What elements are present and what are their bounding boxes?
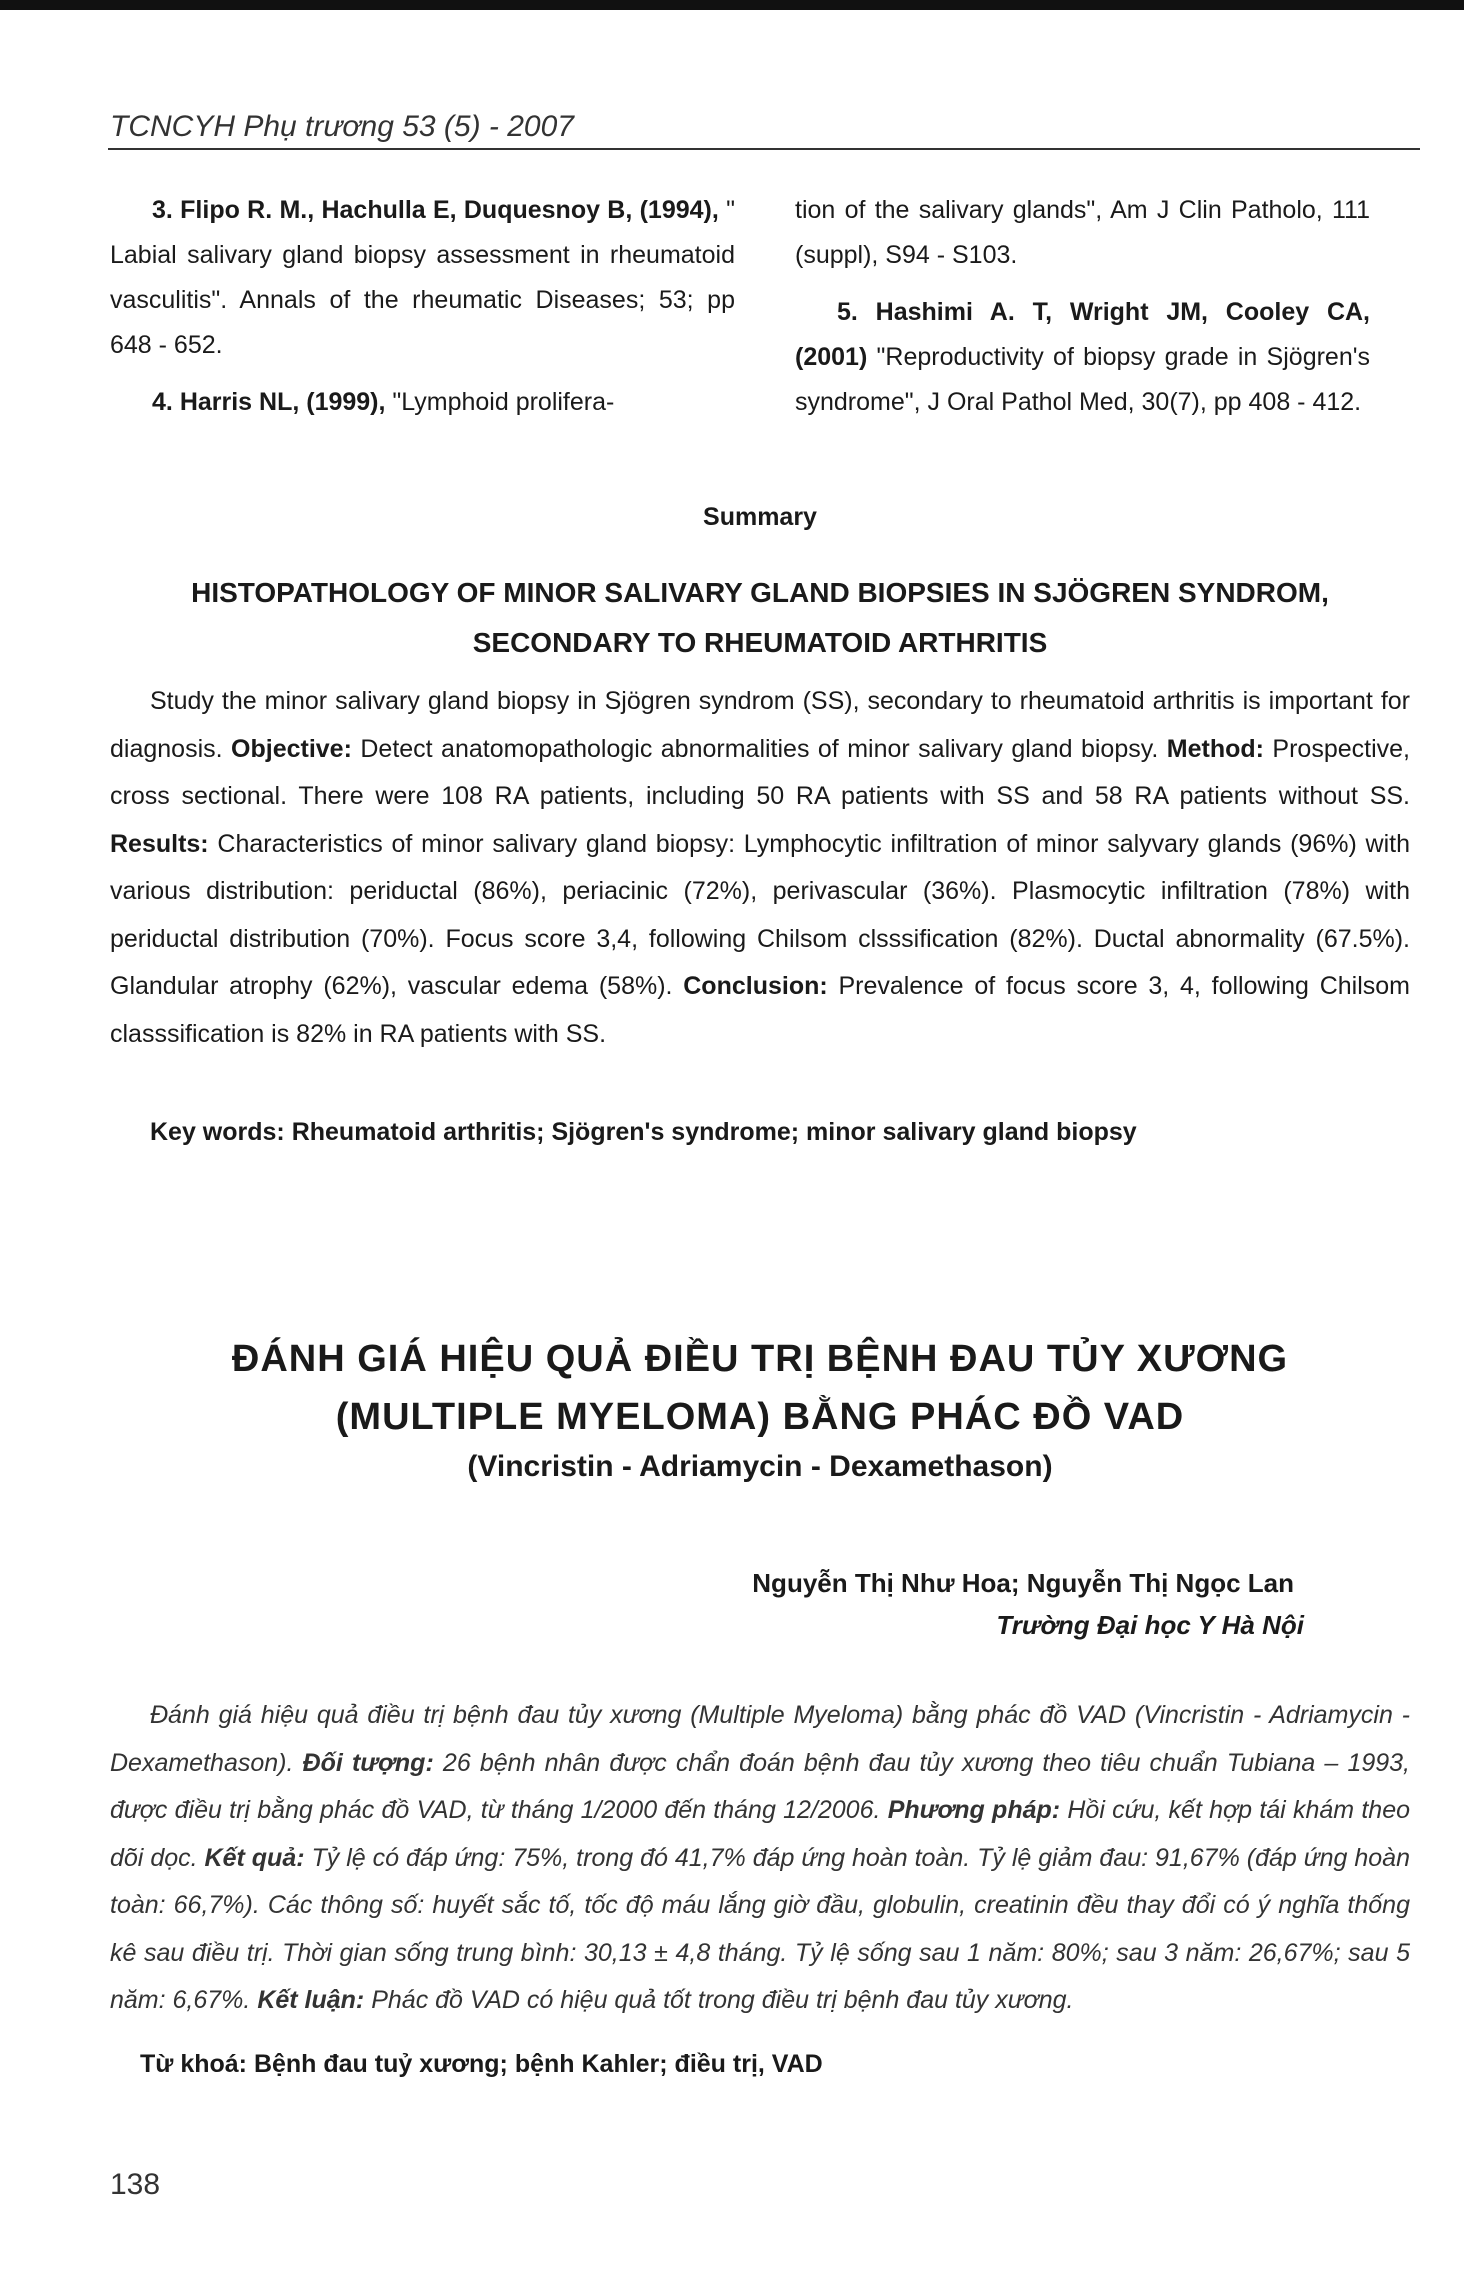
english-keywords: Key words: Rheumatoid arthritis; Sjögren's syndrome; minor salivary gland biopsy (150, 1118, 1137, 1146)
running-header: TCNCYH Phụ trương 53 (5) - 2007 (110, 110, 574, 143)
summary-title: HISTOPATHOLOGY OF MINOR SALIVARY GLAND BIOPSIES IN SJÖGREN SYNDROM, SECONDARY TO RHEUMATOID ARTHRITIS (191, 577, 1329, 658)
reference-item: 5. Hashimi A. T, Wright JM, Cooley CA, (2001) "Reproductivity of biopsy grade in Sjögren's syndrome", J Oral Pathol Med, 30(7), pp 408 - 412. (795, 298, 1370, 416)
header-rule (108, 148, 1420, 150)
reference-item: 4. Harris NL, (1999), "Lymphoid prolifera- (152, 388, 615, 416)
scan-edge (0, 0, 1464, 10)
article-title: ĐÁNH GIÁ HIỆU QUẢ ĐIỀU TRỊ BỆNH ĐAU TỦY XƯƠNG (MULTIPLE MYELOMA) BẰNG PHÁC ĐỒ VAD (231, 1338, 1289, 1438)
reference-item: 3. Flipo R. M., Hachulla E, Duquesnoy B, (1994), " Labial salivary gland biopsy assessment in rheumatoid vasculitis". Annals of the rheumatic Diseases; 53; pp 648 - 652. (110, 196, 735, 359)
vietnamese-keywords: Từ khoá: Bệnh đau tuỷ xương; bệnh Kahler; điều trị, VAD (140, 2050, 823, 2078)
article-authors: Nguyễn Thị Như Hoa; Nguyễn Thị Ngọc Lan Trường Đại học Y Hà Nội (752, 1562, 1294, 1646)
article-subtitle: (Vincristin - Adriamycin - Dexamethason) (467, 1450, 1053, 1483)
institution: Trường Đại học Y Hà Nội (996, 1610, 1304, 1640)
reference-continuation: tion of the salivary glands", Am J Clin Patholo, 111 (suppl), S94 - S103. (795, 196, 1370, 269)
references-left-column (110, 188, 735, 437)
english-abstract: Study the minor salivary gland biopsy in Sjögren syndrom (SS), secondary to rheumatoid arthritis is important for diagnosis. Objective: Detect anatomopathologic abnormalities of minor salivary gland biopsy. Method: Prospective, cross sectional. There were 108 RA patients, including 50 RA patients with SS and 58 RA patients without SS. Results: Characteristics of minor salivary gland biopsy: Lymphocytic infiltration of minor salyvary glands (96%) with various distribution: periductal (86%), periacinic (72%), perivascular (36%). Plasmocytic infiltration (78%) with periductal distribution (70%). Focus score 3,4, following Chilsom clsssification (82%). Ductal abnormality (67.5%). Glandular atrophy (62%), vascular edema (58%). Conclusion: Prevalence of focus score 3, 4, following Chilsom classsification is 82% in RA patients with SS. (110, 687, 1410, 1048)
vietnamese-abstract: Đánh giá hiệu quả điều trị bệnh đau tủy xương (Multiple Myeloma) bằng phác đồ VAD (Vincristin - Adriamycin - Dexamethason). Đối tượng: 26 bệnh nhân được chẩn đoán bệnh đau tủy xương theo tiêu chuẩn Tubiana – 1993, được điều trị bằng phác đồ VAD, từ tháng 1/2000 đến tháng 12/2006. Phương pháp: Hồi cứu, kết hợp tái khám theo dõi dọc. Kết quả: Tỷ lệ có đáp ứng: 75%, trong đó 41,7% đáp ứng hoàn toàn. Tỷ lệ giảm đau: 91,67% (đáp ứng hoàn toàn: 66,7%). Các thông số: huyết sắc tố, tốc độ máu lắng giờ đầu, globulin, creatinin đều thay đổi có ý nghĩa thống kê sau điều trị. Thời gian sống trung bình: 30,13 ± 4,8 tháng. Tỷ lệ sống sau 1 năm: 80%; sau 3 năm: 26,67%; sau 5 năm: 6,67%. Kết luận: Phác đồ VAD có hiệu quả tốt trong điều trị bệnh đau tủy xương. (110, 1701, 1411, 2014)
references-right-column (795, 188, 1370, 437)
page-number: 138 (110, 2168, 161, 2201)
summary-heading: Summary (703, 503, 817, 531)
